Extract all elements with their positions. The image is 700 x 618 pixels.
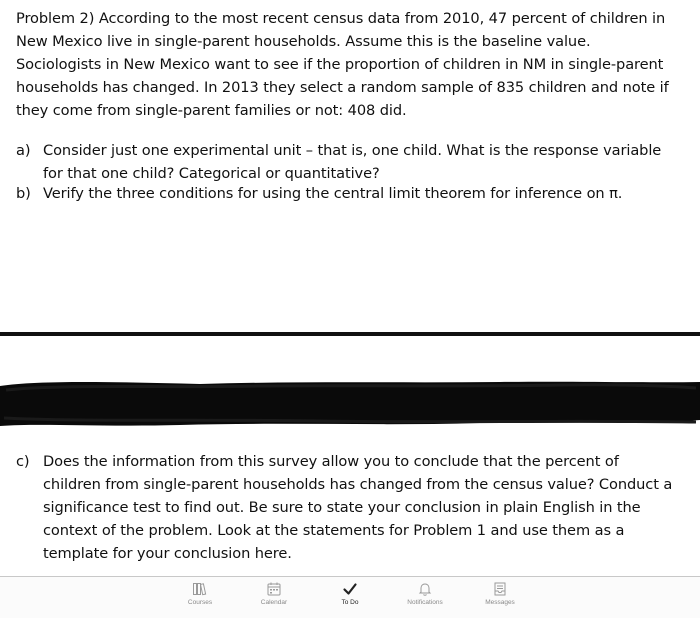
question-line: Verify the three conditions for using the central limit theorem for inference on π.: [43, 185, 623, 202]
question-text: [43, 450, 672, 565]
problem-line: Sociologists in New Mexico want to see if the proportion of children in NM in single-parent: [16, 56, 664, 73]
problem-line: Problem 2) According to the most recent census data from 2010, 47 percent of children in: [16, 10, 666, 27]
bell-icon: [417, 581, 433, 597]
question-line: for that one child? Categorical or quantitative?: [43, 165, 380, 182]
tab-label: Notifications: [407, 599, 443, 606]
bottom-tab-bar: [0, 576, 700, 618]
problem-statement: [16, 7, 696, 122]
question-label: a): [16, 142, 31, 159]
tab-label: Courses: [187, 599, 213, 606]
problem-line: New Mexico live in single-parent households. Assume this is the baseline value.: [16, 33, 591, 50]
tab-notifications[interactable]: [385, 581, 465, 606]
question-line: significance test to find out. Be sure to state your conclusion in plain English in the: [43, 499, 641, 516]
tab-label: To Do: [341, 599, 359, 606]
question-label: c): [16, 453, 30, 470]
tab-label: Calendar: [260, 599, 288, 606]
tab-courses[interactable]: [160, 581, 240, 606]
question-line: template for your conclusion here.: [43, 545, 292, 562]
calendar-icon: [266, 581, 282, 597]
inbox-icon: [492, 581, 508, 597]
problem-line: households has changed. In 2013 they select a random sample of 835 children and note if: [16, 79, 669, 96]
tab-calendar[interactable]: [234, 581, 314, 606]
question-text: [43, 182, 622, 205]
redaction-scribble: [0, 374, 700, 430]
question-line: Does the information from this survey allow you to conclude that the percent of: [43, 453, 619, 470]
tab-messages[interactable]: [460, 581, 540, 606]
question-line: Consider just one experimental unit – that is, one child. What is the response variable: [43, 142, 662, 159]
question-text: [43, 139, 661, 185]
question-label: b): [16, 185, 31, 202]
checkmark-icon: [342, 581, 358, 597]
question-line: context of the problem. Look at the statements for Problem 1 and use them as a: [43, 522, 625, 539]
problem-line: they come from single-parent families or not: 408 did.: [16, 102, 407, 119]
courses-icon: [192, 581, 208, 597]
question-line: children from single-parent households has changed from the census value? Conduct a: [43, 476, 673, 493]
tab-label: Messages: [485, 599, 515, 606]
divider-line: [0, 332, 700, 336]
tab-todo[interactable]: [310, 581, 390, 606]
